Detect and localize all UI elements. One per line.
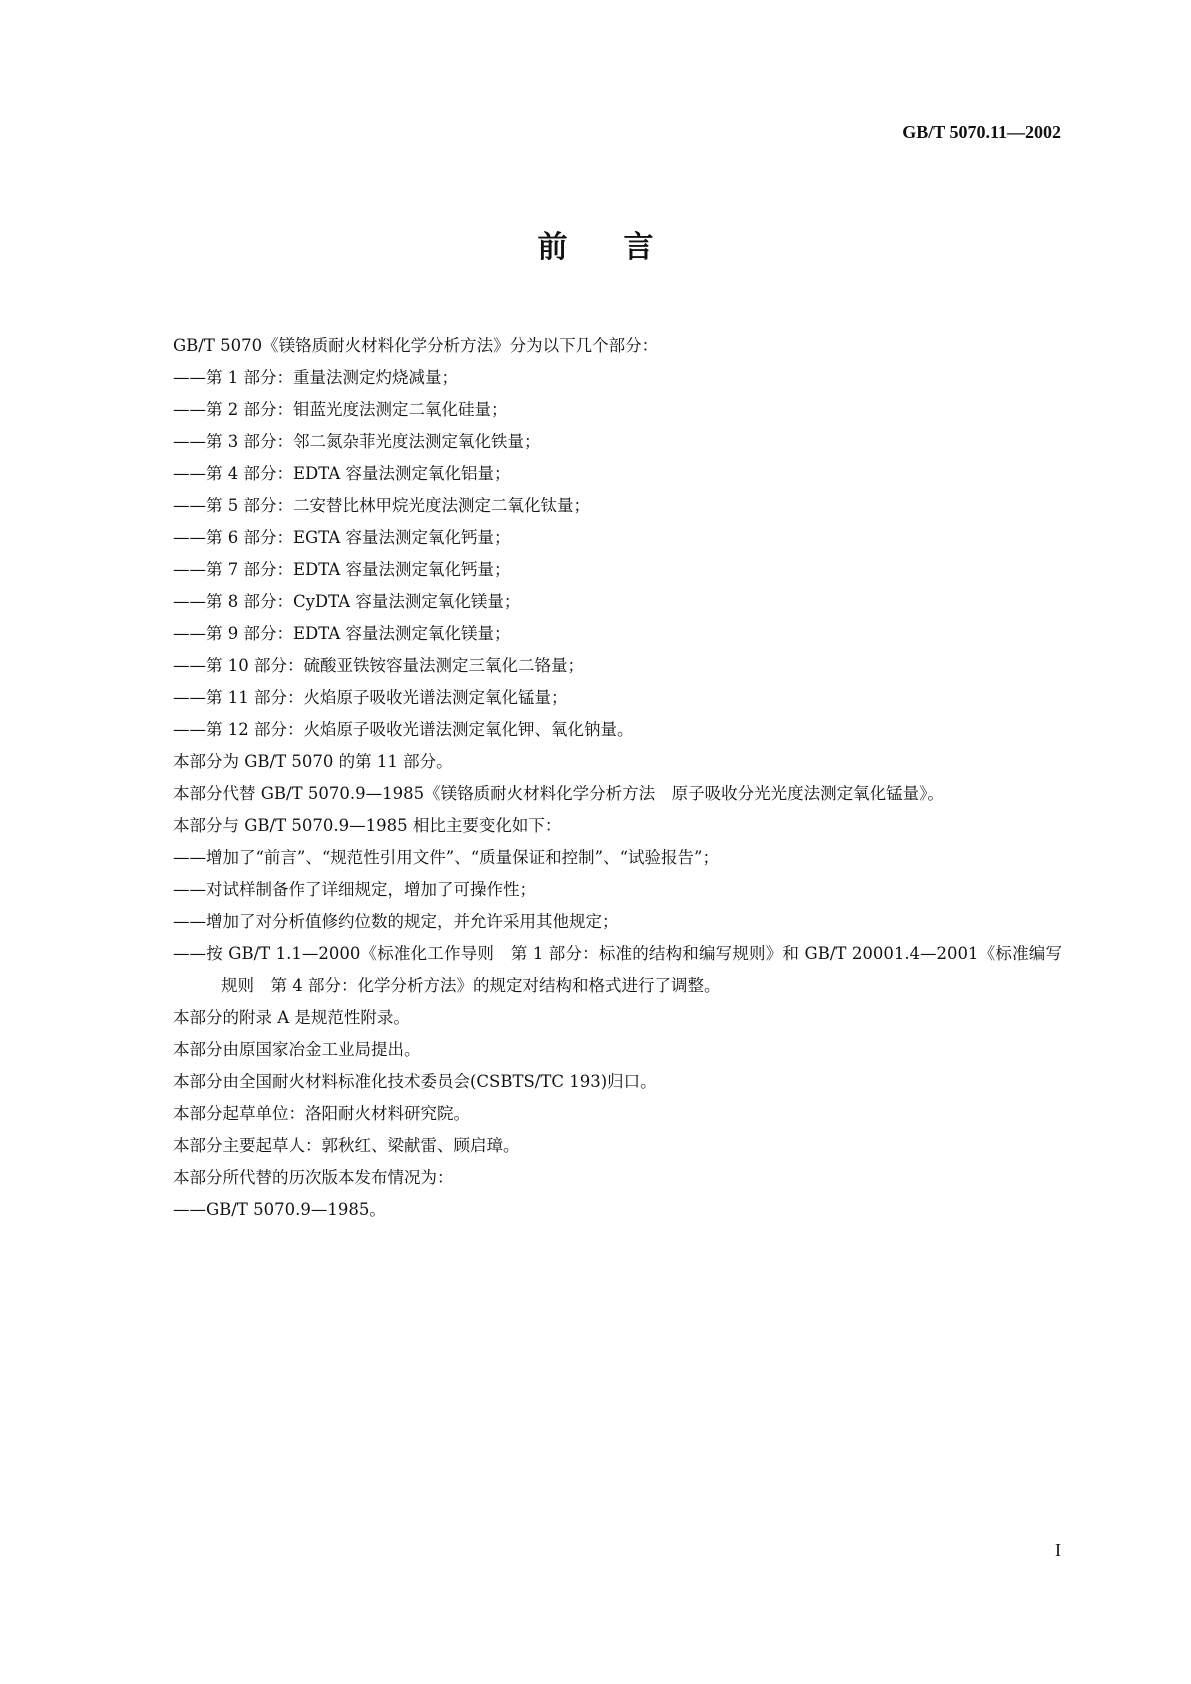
changes-paragraph: 本部分与 GB/T 5070.9—1985 相比主要变化如下： xyxy=(173,816,562,835)
closing-paragraph: 本部分主要起草人：郭秋红、梁献雷、顾启璋。 xyxy=(173,1136,520,1155)
page-title xyxy=(0,222,1191,266)
part-list-item: ——第 10 部分：硫酸亚铁铵容量法测定三氧化二铬量； xyxy=(173,656,584,675)
part-list-item: ——第 6 部分：EGTA 容量法测定氧化钙量； xyxy=(173,528,511,547)
part-list-item: ——第 1 部分：重量法测定灼烧减量； xyxy=(173,368,458,387)
part-list-item: ——第 3 部分：邻二氮杂菲光度法测定氧化铁量； xyxy=(173,432,541,451)
change-list-item: ——增加了对分析值修约位数的规定，并允许采用其他规定； xyxy=(173,912,619,931)
closing-paragraph: 本部分的附录 A 是规范性附录。 xyxy=(173,1008,410,1027)
title-char-2: 言 xyxy=(623,230,654,265)
change-list-item: ——按 GB/T 1.1—2000《标准化工作导则 第 1 部分：标准的结构和编写规则》和 GB/T 20001.4—2001《标准编写规则 第 4 部分：化学分析方法》的规定对结构和格式进行了调整。 xyxy=(173,944,1062,995)
closing-paragraph: 本部分由原国家冶金工业局提出。 xyxy=(173,1040,421,1059)
change-list-item: ——增加了“前言”、“规范性引用文件”、“质量保证和控制”、“试验报告”； xyxy=(173,848,719,867)
closing-paragraph: 本部分起草单位：洛阳耐火材料研究院。 xyxy=(173,1104,470,1123)
page-number: I xyxy=(1055,1540,1061,1560)
closing-paragraph: 本部分所代替的历次版本发布情况为： xyxy=(173,1168,454,1187)
closing-paragraph: 本部分由全国耐火材料标准化技术委员会(CSBTS/TC 193)归口。 xyxy=(173,1072,657,1091)
part-list-item: ——第 12 部分：火焰原子吸收光谱法测定氧化钾、氧化钠量。 xyxy=(173,720,634,739)
part-list-item: ——第 9 部分：EDTA 容量法测定氧化镁量； xyxy=(173,624,511,643)
history-list-item: ——GB/T 5070.9—1985。 xyxy=(173,1200,386,1219)
standard-code: GB/T 5070.11—2002 xyxy=(902,122,1061,142)
intro-paragraph: GB/T 5070《镁铬质耐火材料化学分析方法》分为以下几个部分： xyxy=(173,336,659,355)
part-of-paragraph: 本部分为 GB/T 5070 的第 11 部分。 xyxy=(173,752,453,771)
replaces-paragraph: 本部分代替 GB/T 5070.9—1985《镁铬质耐火材料化学分析方法 原子吸收分光光度法测定氧化锰量》。 xyxy=(173,784,944,803)
part-list-item: ——第 7 部分：EDTA 容量法测定氧化钙量； xyxy=(173,560,511,579)
part-list-item: ——第 2 部分：钼蓝光度法测定二氧化硅量； xyxy=(173,400,508,419)
title-char-1: 前 xyxy=(537,230,568,265)
document-body xyxy=(132,330,1062,1226)
change-list-item: ——对试样制备作了详细规定，增加了可操作性； xyxy=(173,880,536,899)
part-list-item: ——第 5 部分：二安替比林甲烷光度法测定二氧化钛量； xyxy=(173,496,590,515)
part-list-item: ——第 4 部分：EDTA 容量法测定氧化铝量； xyxy=(173,464,511,483)
part-list-item: ——第 8 部分：CyDTA 容量法测定氧化镁量； xyxy=(173,592,521,611)
part-list-item: ——第 11 部分：火焰原子吸收光谱法测定氧化锰量； xyxy=(173,688,568,707)
